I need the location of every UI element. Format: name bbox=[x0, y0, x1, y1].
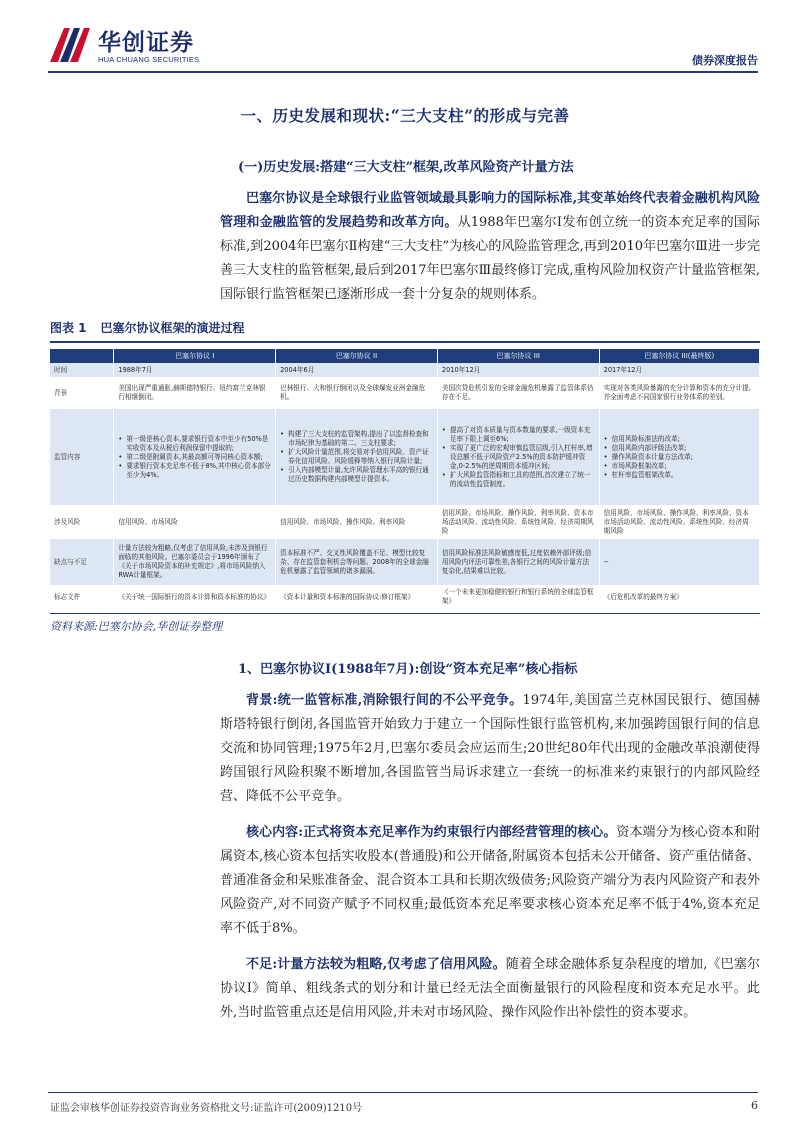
logo-mark-icon bbox=[48, 22, 92, 66]
table-header-cell: 巴塞尔协议 I bbox=[114, 349, 276, 363]
list-item: • 市场风险框架改革; bbox=[604, 462, 755, 471]
background-body: 1974年,美国富兰克林国民银行、德国赫斯塔特银行倒闭,各国监管开始致力于建立一个国际性银行监管机构,来加强跨国银行间的信息交流和协同管理;1975年2月,巴塞尔委员会应运而生;20世纪80年代出现的金融改革浪潮使得跨国银行风险积聚不断增加,各国监管当局诉求建立一套统一的标准来约束银行的内部风险经营、降低不公平竞争。 bbox=[220, 693, 761, 804]
core-emphasis: 核心内容:正式将资本充足率作为约束银行内部经营管理的核心。 bbox=[246, 825, 617, 840]
list-item: • 信用风险内部评级法改革; bbox=[604, 444, 755, 453]
logo-english-name: HUA CHUANG SECURITIES bbox=[98, 55, 200, 64]
list-item: • 扩大风险监管指标和工具的范围,首次建立了统一的流动性监管制度。 bbox=[442, 471, 595, 489]
table-cell: 信用风险、市场风险、操作风险、利率风险 bbox=[276, 505, 438, 539]
logo-chinese-name: 华创证券 bbox=[98, 30, 194, 56]
table-cell: 2004年6月 bbox=[276, 363, 438, 377]
basel-evolution-table bbox=[50, 349, 760, 609]
figure-source: 资料来源:巴塞尔协会,华创证券整理 bbox=[50, 613, 760, 634]
background-emphasis: 背景:统一监管标准,消除银行间的不公平竞争。 bbox=[246, 693, 523, 708]
core-body: 资本端分为核心资本和附属资本,核心资本包括实收股本(普通股)和公开储备,附属资本包括未公开储备、资产重估储备、普通准备金和呆账准备金、混合资本工具和长期次级债务;风险资产端分为表内风险资产和表外风险资产,对不同资产赋予不同权重;最低资本充足率要求核心资本充足率不低于4%,资本充足率不低于8%。 bbox=[220, 825, 760, 936]
footer-divider bbox=[48, 1092, 758, 1093]
table-header-cell: 巴塞尔协议 III bbox=[437, 349, 599, 363]
table-cell: 1988年7月 bbox=[114, 363, 276, 377]
row-label: 背景 bbox=[50, 377, 114, 409]
basel1-heading: 1、巴塞尔协议Ⅰ(1988年7月):创设“资本充足率”核心指标 bbox=[238, 662, 578, 677]
intro-emphasis: 巴塞尔协议是全球银行业监管领域最具影响力的国际标准,其变革始终代表着金融机构风险管理和金融监管的发展趋势和改革方向。 bbox=[220, 191, 760, 230]
table-row-documents bbox=[50, 585, 760, 609]
table-cell: -- bbox=[599, 539, 759, 585]
list-item: • 杠杆率监管框架改革。 bbox=[604, 471, 755, 480]
bullet-list bbox=[604, 435, 755, 480]
footer-license: 证监会审核华创证券投资咨询业务资格批文号:证监许可(2009)1210号 bbox=[50, 1103, 363, 1114]
table-cell: 《后危机改革的最终方案》 bbox=[599, 585, 759, 609]
table-row-shortcomings bbox=[50, 539, 760, 585]
table-row-background bbox=[50, 377, 760, 409]
table-header-cell bbox=[50, 349, 114, 363]
page-header bbox=[0, 0, 802, 80]
table-cell: 信用风险、市场风险 bbox=[114, 505, 276, 539]
row-label: 标志文件 bbox=[50, 585, 114, 609]
list-item: • 第二级是附属资本,其最高额可等同核心资本额; bbox=[118, 453, 271, 462]
bullet-list bbox=[442, 426, 595, 489]
row-label: 缺点与不足 bbox=[50, 539, 114, 585]
table-cell: 巴林银行、大和银行倒闭以及全球爆发亚洲金融危机。 bbox=[276, 377, 438, 409]
table-cell: 信用风险、市场风险、操作风险、利率风险、资本市场活动风险、流动性风险、系统性风险、经济周期风险 bbox=[437, 505, 599, 539]
basel1-weakness-paragraph bbox=[220, 953, 760, 1025]
list-item: • 信用风险标准法的改革; bbox=[604, 435, 755, 444]
table-cell: 美国出现严重通胀,赫斯德特银行、纽约富兰克林银行相继倒闭。 bbox=[114, 377, 276, 409]
intro-paragraph bbox=[220, 187, 760, 307]
subsection-title: (一)历史发展:搭建“三大支柱”框架,改革风险资产计量方法 bbox=[238, 160, 574, 175]
table-cell: 实现对各类风险暴露的充分计算和资本的充分计提,并全面考虑不同国家银行业务体系的差别。 bbox=[599, 377, 759, 409]
table-header-cell: 巴塞尔协议 II bbox=[276, 349, 438, 363]
table-cell bbox=[437, 409, 599, 505]
table-cell: 资本标准不严、交叉性风险覆盖不足、模型比较复杂、存在监管套利机会等问题。2008年的全球金融危机暴露了监管领域的诸多漏洞。 bbox=[276, 539, 438, 585]
table-cell: 信用风险、市场风险、操作风险、利率风险、资本市场活动风险、流动性风险、系统性风险、经济周期风险 bbox=[599, 505, 759, 539]
weakness-emphasis: 不足:计量方法较为粗略,仅考虑了信用风险。 bbox=[246, 957, 506, 972]
figure-title bbox=[50, 319, 760, 343]
table-header-cell: 巴塞尔协议 III(最终版) bbox=[599, 349, 759, 363]
list-item: • 操作风险资本计量方法改革; bbox=[604, 453, 755, 462]
table-cell bbox=[276, 409, 438, 505]
intro-body: 从1988年巴塞尔Ⅰ发布创立统一的资本充足率的国际标准,到2004年巴塞尔Ⅱ构建“三大支柱”为核心的风险监管理念,再到2010年巴塞尔Ⅲ进一步完善三大支柱的监管框架,最后到2017年巴塞尔Ⅲ最终修订完成,重构风险加权资产计量监管框架,国际银行监管框架已逐渐形成一套十分复杂的规则体系。 bbox=[220, 215, 760, 302]
table-row-time bbox=[50, 363, 760, 377]
basel1-core-paragraph bbox=[220, 821, 760, 941]
basel1-background-paragraph bbox=[220, 689, 760, 809]
page-content bbox=[50, 90, 760, 1025]
header-divider bbox=[48, 71, 758, 73]
bullet-list bbox=[280, 430, 433, 484]
row-label: 涉及风险 bbox=[50, 505, 114, 539]
bullet-list bbox=[118, 435, 271, 480]
table-cell: 信用风险标准法风险敏感度低,过度依赖外部评级;信用风险内评法可靠性差,各银行之间的风险计量方法复杂化,结果难以比较。 bbox=[437, 539, 599, 585]
list-item: • 第一级是核心资本,要求银行资本中至少有50%是实收资本及从税后利润保留中提取的; bbox=[118, 435, 271, 453]
table-cell: 计量方法较为粗略,仅考虑了信用风险,未涉及到银行面临的其他风险。巴塞尔委员会于1996年颁布了《关于市场风险资本的补充规定》,将市场风险纳入RWA计量框架。 bbox=[114, 539, 276, 585]
table-cell bbox=[114, 409, 276, 505]
table-cell bbox=[599, 409, 759, 505]
table-cell: 美国次贷危机引发的全球金融危机暴露了监管体系仍存在不足。 bbox=[437, 377, 599, 409]
list-item: • 构建了三大支柱的监管架构,提出了以监督检查和市场纪律为基础的第二、三支柱要求; bbox=[280, 430, 433, 448]
figure-caption: 巴塞尔协议框架的演进过程 bbox=[100, 321, 245, 335]
list-item: • 引入内部模型计量,允许风险管理水平高的银行通过历史数据构建内部模型计提资本。 bbox=[280, 466, 433, 484]
table-row-regulation bbox=[50, 409, 760, 505]
list-item: • 扩大风险计量范围,将交易对手信用风险、资产证券化信用风险、风险缓释等纳入银行风险计量; bbox=[280, 448, 433, 466]
list-item: • 要求银行资本充足率不低于8%,其中核心资本部分至少为4%。 bbox=[118, 462, 271, 480]
table-header-row bbox=[50, 349, 760, 363]
figure-number: 图表 1 bbox=[50, 321, 87, 335]
table-row-risks bbox=[50, 505, 760, 539]
row-label: 时间 bbox=[50, 363, 114, 377]
weakness-body: 随着全球金融体系复杂程度的增加,《巴塞尔协议Ⅰ》简单、粗线条式的划分和计量已经无法全面衡量银行的风险程度和资本充足水平。此外,当时监管重点还是信用风险,并未对市场风险、操作风险作出补偿性的资本要求。 bbox=[220, 957, 761, 1020]
table-cell: 《关于统一国际银行的资本计算和资本标准的协议》 bbox=[114, 585, 276, 609]
table-cell: 《一个未来更加稳健的银行和银行系统的全球监管框架》 bbox=[437, 585, 599, 609]
table-cell: 2010年12月 bbox=[437, 363, 599, 377]
list-item: • 实现了更广泛的宏观审慎监管层级,引入杠杆率,增设总额不低于风险资产2.5%的资本防护缓冲资金,0-2.5%的逆周期资本缓冲区间; bbox=[442, 444, 595, 471]
page-number: 6 bbox=[751, 1099, 758, 1112]
section-title: 一、历史发展和现状:“三大支柱”的形成与完善 bbox=[240, 106, 570, 125]
company-logo bbox=[48, 22, 218, 72]
report-type: 债券深度报告 bbox=[692, 54, 758, 67]
table-cell: 《资本计量和资本标准的国际协议:修订框架》 bbox=[276, 585, 438, 609]
table-cell: 2017年12月 bbox=[599, 363, 759, 377]
row-label: 监管内容 bbox=[50, 409, 114, 505]
list-item: • 提高了对资本质量与资本数量的要求,一级资本充足率下限上调至6%; bbox=[442, 426, 595, 444]
